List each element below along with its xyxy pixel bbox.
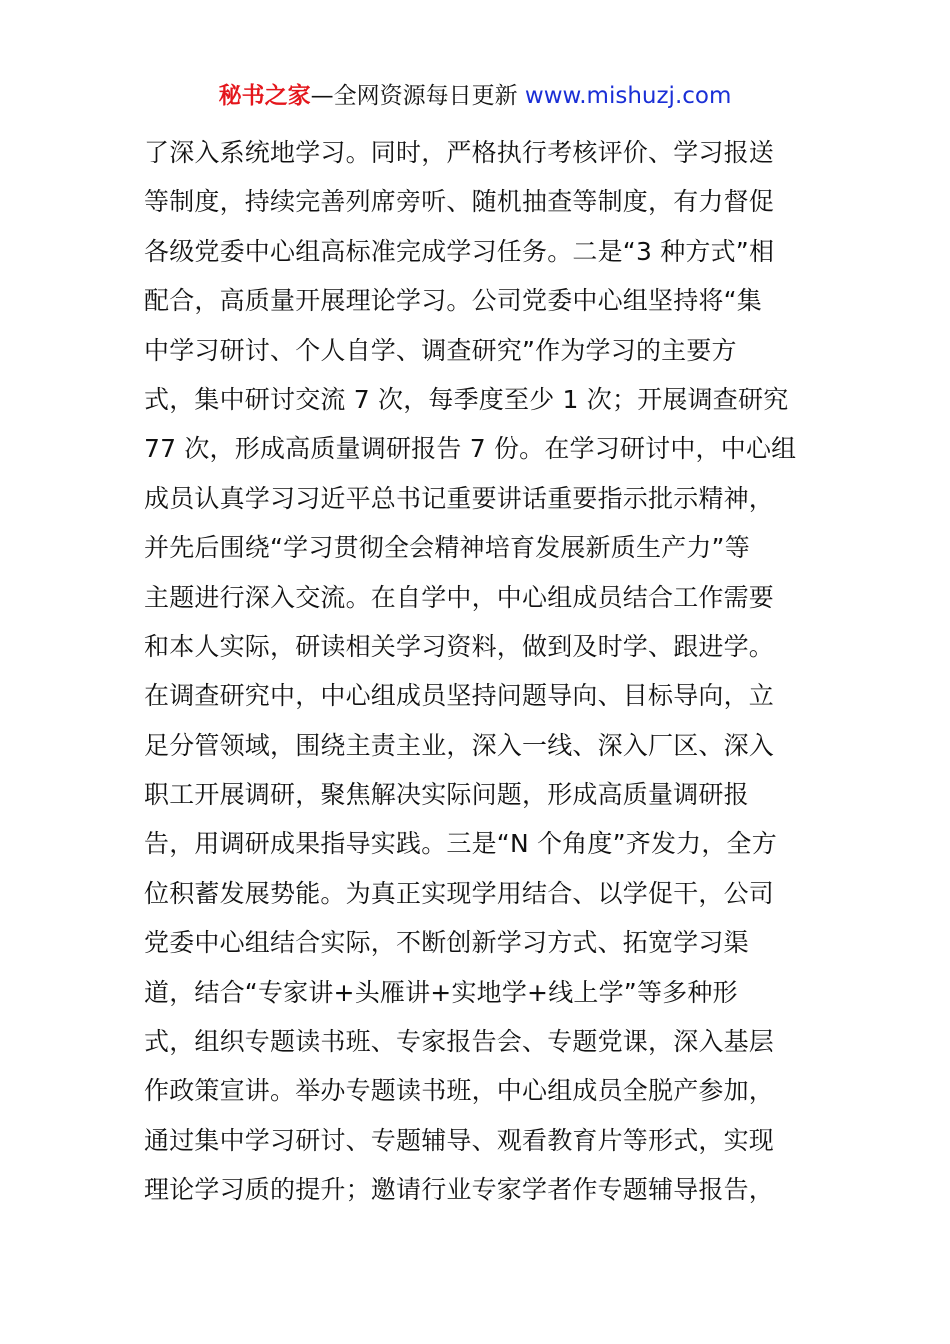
body-line: 配合，高质量开展理论学习。公司党委中心组坚持将“集 xyxy=(144,286,762,316)
page-header xyxy=(0,80,950,112)
body-line: 式，组织专题读书班、专家报告会、专题党课，深入基层 xyxy=(144,1027,775,1057)
body-line: 并先后围绕“学习贯彻全会精神培育发展新质生产力”等 xyxy=(144,533,750,563)
body-line: 和本人实际，研读相关学习资料，做到及时学、跟进学。 xyxy=(144,631,775,661)
body-line: 足分管领域，围绕主责主业，深入一线、深入厂区、深入 xyxy=(144,730,775,760)
site-url: www.mishuzj.com xyxy=(524,83,732,109)
body-line: 告，用调研成果指导实践。三是“N 个角度”齐发力，全方 xyxy=(144,829,777,859)
body-line: 党委中心组结合实际，不断创新学习方式、拓宽学习渠 xyxy=(144,928,749,958)
body-line: 各级党委中心组高标准完成学习任务。二是“3 种方式”相 xyxy=(144,236,775,266)
document-body xyxy=(144,128,812,1215)
body-line: 道，结合“专家讲+头雁讲+实地学+线上学”等多种形 xyxy=(144,977,738,1007)
site-slogan: —全网资源每日更新 xyxy=(310,83,525,109)
body-line: 了深入系统地学习。同时，严格执行考核评价、学习报送 xyxy=(144,138,775,167)
body-line: 主题进行深入交流。在自学中，中心组成员结合工作需要 xyxy=(144,582,775,612)
body-line: 式，集中研讨交流 7 次，每季度至少 1 次；开展调查研究 xyxy=(144,384,789,414)
body-line: 在调查研究中，中心组成员坚持问题导向、目标导向，立 xyxy=(144,681,775,711)
body-line: 成员认真学习习近平总书记重要讲话重要指示批示精神， xyxy=(144,483,775,513)
body-line: 等制度，持续完善列席旁听、随机抽查等制度，有力督促 xyxy=(144,187,775,217)
body-line: 作政策宣讲。举办专题读书班，中心组成员全脱产参加， xyxy=(144,1076,775,1106)
body-line: 理论学习质的提升；邀请行业专家学者作专题辅导报告， xyxy=(144,1175,775,1205)
body-line: 职工开展调研，聚焦解决实际问题，形成高质量调研报 xyxy=(144,780,749,810)
body-line: 位积蓄发展势能。为真正实现学用结合、以学促干，公司 xyxy=(144,878,775,908)
body-line: 中学习研讨、个人自学、调查研究”作为学习的主要方 xyxy=(144,335,737,365)
body-line: 77 次，形成高质量调研报告 7 份。在学习研讨中，中心组 xyxy=(144,434,797,464)
site-brand: 秘书之家 xyxy=(218,83,311,109)
body-line: 通过集中学习研讨、专题辅导、观看教育片等形式，实现 xyxy=(144,1125,775,1155)
